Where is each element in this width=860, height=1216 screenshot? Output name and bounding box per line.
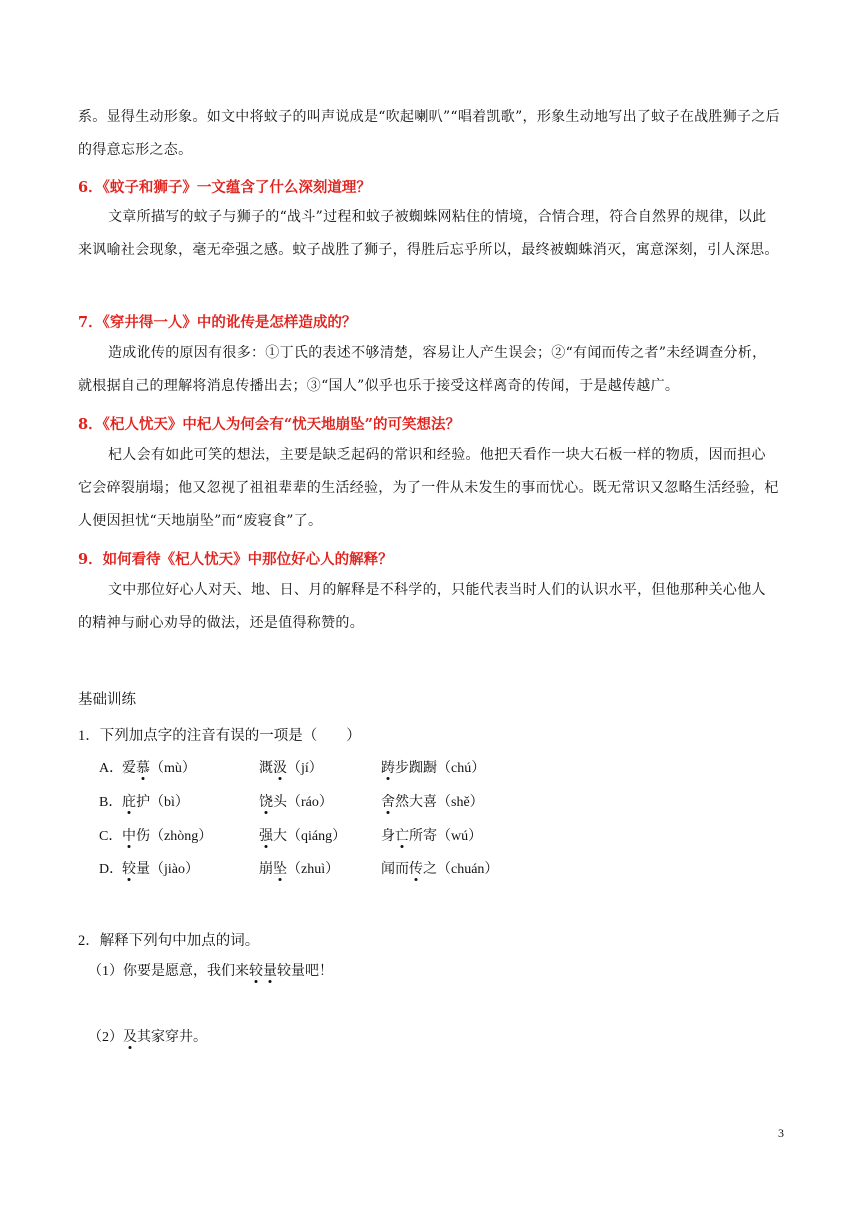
answer-9: 文中那位好心人对天、地、日、月的解释是不科学的，只能代表当时人们的认识水平，但他那种关心他人的精神与耐心劝导的做法，还是值得称赞的。 [78, 582, 766, 631]
option-b-col1: 庇护（bì） [122, 791, 189, 811]
exercise-2-sentence-1: （1）你要是愿意，我们来较量较量吧！ [88, 960, 333, 980]
option-c-col2: 强大（qiáng） [259, 825, 346, 845]
question-6: 6．《蚊子和狮子》一文蕴含了什么深刻道理？ [78, 179, 371, 196]
option-d-col1: 较量（jiào） [122, 858, 199, 878]
answer-8: 杞人会有如此可笑的想法，主要是缺乏起码的常识和经验。他把天看作一块大石板一样的物质，因而担心它会碎裂崩塌；他又忽视了祖祖辈辈的生活经验，为了一件从未发生的事而忧心。既无常识又忽略生活经验，杞人便因担忧“天地崩坠”而“废寝食”了。 [78, 447, 779, 529]
option-label: C． [99, 829, 123, 844]
option-c-col3: 身亡所寄（wú） [381, 825, 482, 845]
option-a-col1: 爱慕（mù） [122, 757, 196, 777]
option-d-col3: 闻而传之（chuán） [381, 858, 498, 878]
option-c-col1: 中伤（zhòng） [122, 825, 212, 845]
option-b-col3: 舍然大喜（shě） [381, 791, 484, 811]
exercise-2-sentence-2: （2）及其家穿井。 [88, 1026, 207, 1046]
option-label: B． [99, 795, 123, 810]
option-label: D． [99, 862, 124, 877]
exercise-1-question: 1．下列加点字的注音有误的一项是（ ） [78, 728, 361, 744]
paragraph-continued: 系。显得生动形象。如文中将蚊子的叫声说成是“吹起喇叭”“唱着凯歌”，形象生动地写出了蚊子在战胜狮子之后的得意忘形之态。 [78, 109, 780, 158]
page-number: 3 [778, 1126, 784, 1140]
answer-6: 文章所描写的蚊子与狮子的“战斗”过程和蚊子被蜘蛛网粘住的情境，合情合理，符合自然界的规律，以此来讽喻社会现象，毫无牵强之感。蚊子战胜了狮子，得胜后忘乎所以，最终被蜘蛛消灭，寓意深刻，引人深思。 [78, 209, 779, 258]
option-a-col2: 溉汲（jí） [259, 757, 323, 777]
section-title: 基础训练 [78, 692, 136, 708]
exercise-2-question: 2．解释下列句中加点的词。 [78, 933, 260, 949]
question-9: 9．如何看待《杞人忧天》中那位好心人的解释？ [78, 551, 393, 568]
option-a-col3: 踌步踟蹰（chú） [381, 757, 485, 777]
question-7: 7．《穿井得一人》中的讹传是怎样造成的？ [78, 314, 357, 331]
option-label: A． [99, 761, 124, 776]
question-8: 8．《杞人忧天》中杞人为何会有“忧天地崩坠”的可笑想法？ [78, 416, 461, 433]
option-b-col2: 饶头（ráo） [259, 791, 333, 811]
answer-7: 造成讹传的原因有很多：①丁氏的表述不够清楚，容易让人产生误会；②“有闻而传之者”未经调查分析，就根据自己的理解将消息传播出去；③“国人”似乎也乐于接受这样离奇的传闻，于是越传越广。 [78, 345, 767, 394]
option-d-col2: 崩坠（zhuì） [259, 858, 339, 878]
